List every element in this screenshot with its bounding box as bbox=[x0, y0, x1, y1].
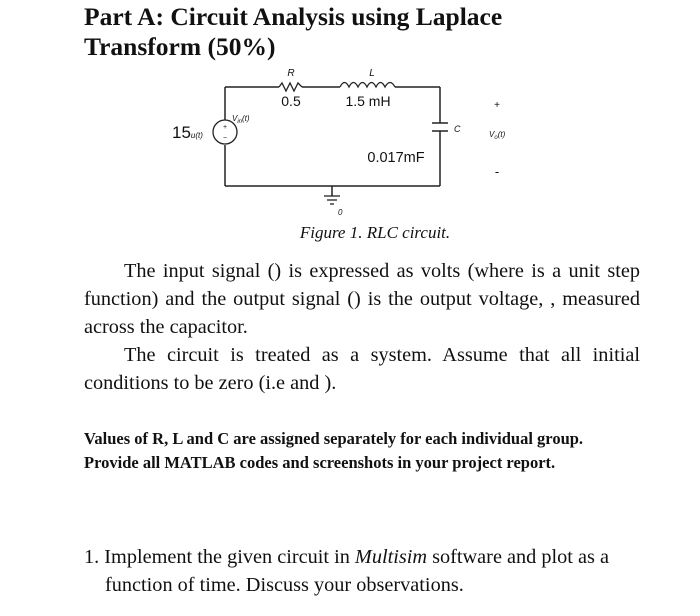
task-text-after: software and plot as a function of time. Discuss your observations. bbox=[105, 546, 609, 596]
list-item bbox=[84, 543, 644, 599]
output-minus-sign: - bbox=[494, 164, 500, 179]
capacitor-symbol bbox=[432, 123, 448, 131]
capacitor-value: 0.017mF bbox=[367, 150, 425, 166]
instructions-note bbox=[84, 427, 628, 475]
inductor-value: 1.5 mH bbox=[345, 93, 391, 109]
svg-text:+: + bbox=[222, 124, 228, 131]
ground-icon bbox=[324, 196, 340, 204]
inductor-label: L bbox=[369, 68, 375, 79]
capacitor-label: C bbox=[454, 124, 461, 134]
source-value: 15u(t) bbox=[172, 123, 203, 142]
task-list bbox=[84, 543, 644, 599]
rlc-circuit-diagram bbox=[160, 58, 520, 223]
resistor-value: 0.5 bbox=[281, 93, 301, 109]
resistor-label: R bbox=[287, 68, 295, 79]
circuit-wires bbox=[222, 87, 440, 196]
output-voltage-label: $V_o(t)$ bbox=[489, 130, 506, 141]
svg-text:−: − bbox=[222, 135, 228, 142]
title-line-2: Transform (50%) bbox=[84, 32, 276, 61]
task-number: 1. bbox=[84, 546, 100, 568]
task-text-before: Implement the given circuit in bbox=[104, 546, 355, 568]
output-plus-sign: + bbox=[494, 100, 500, 111]
resistor-symbol bbox=[279, 83, 302, 91]
note-matlab-codes: Provide all MATLAB codes and screenshots in your project report. bbox=[84, 453, 556, 472]
note-values-assignment: Values of R, L and C are assigned separately for each individual group. bbox=[84, 429, 584, 448]
inductor-symbol bbox=[340, 83, 395, 88]
task-software: Multisim bbox=[354, 546, 428, 568]
page-title bbox=[84, 2, 684, 62]
input-voltage-label: $V_{in}(t)$ bbox=[232, 114, 250, 125]
paragraph-system: The circuit is treated as a system. Assume that all initial conditions to be zero (i.e and ). bbox=[84, 344, 640, 394]
problem-description bbox=[84, 257, 640, 397]
paragraph-input-signal: The input signal () is expressed as volts (where is a unit step function) and the output signal () is the output voltage, , measured across the capacitor. bbox=[84, 260, 640, 338]
figure-caption: Figure 1. RLC circuit. bbox=[299, 223, 451, 242]
ground-label: 0 bbox=[338, 208, 343, 217]
title-line-1: Part A: Circuit Analysis using Laplace bbox=[84, 2, 503, 31]
